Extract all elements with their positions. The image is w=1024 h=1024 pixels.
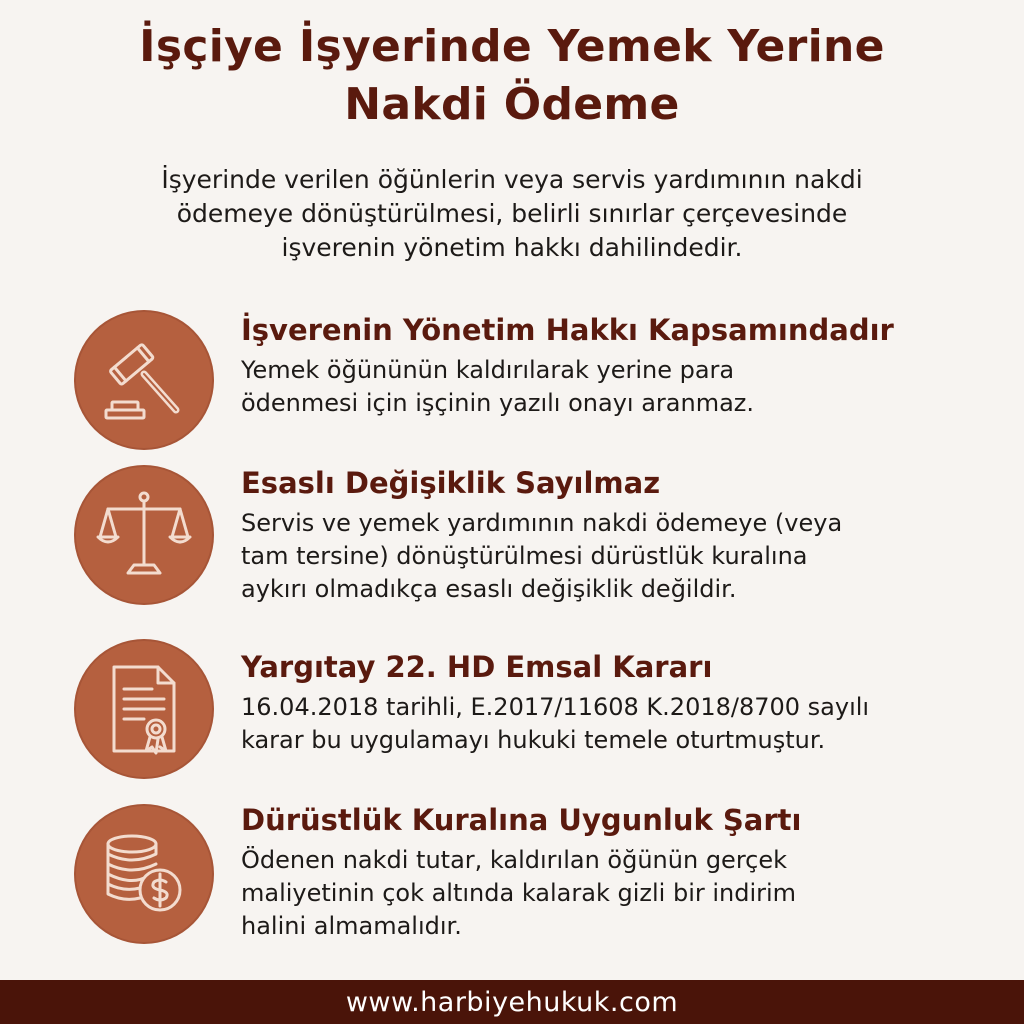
info-item	[0, 310, 1024, 460]
item-description-line: maliyetinin çok altında kalarak gizli bir indirim	[241, 879, 797, 907]
intro-line-2: ödemeye dönüştürülmesi, belirli sınırlar çerçevesinde	[176, 199, 848, 228]
item-description	[241, 691, 981, 757]
item-description-line: aykırı olmadıkça esaslı değişiklik değildir.	[241, 575, 737, 603]
item-description	[241, 354, 981, 420]
intro-line-1: İşyerinde verilen öğünlerin veya servis yardımının nakdi	[161, 165, 863, 194]
item-title: Yargıtay 22. HD Emsal Kararı	[241, 650, 713, 684]
title-line-2: Nakdi Ödeme	[344, 79, 680, 130]
title-line-1: İşçiye İşyerinde Yemek Yerine	[139, 21, 885, 72]
footer-bar	[0, 980, 1024, 1024]
item-description-line: tam tersine) dönüştürülmesi dürüstlük kuralına	[241, 542, 808, 570]
info-item	[0, 463, 1024, 613]
item-description	[241, 844, 981, 943]
icon-circle	[74, 465, 214, 605]
item-description-line: halini almamalıdır.	[241, 912, 462, 940]
certificate-document-icon	[94, 659, 194, 759]
intro-line-3: işverenin yönetim hakkı dahilindedir.	[281, 233, 743, 262]
icon-circle	[74, 639, 214, 779]
item-description-line: 16.04.2018 tarihli, E.2017/11608 K.2018/8700 sayılı	[241, 693, 870, 721]
item-description-line: karar bu uygulamayı hukuki temele oturtmuştur.	[241, 726, 826, 754]
item-title: Esaslı Değişiklik Sayılmaz	[241, 466, 661, 500]
scales-icon	[94, 485, 194, 585]
icon-circle	[74, 310, 214, 450]
gavel-icon	[94, 330, 194, 430]
item-description	[241, 507, 981, 606]
website-link[interactable]: www.harbiyehukuk.com	[345, 987, 679, 1018]
item-description-line: Yemek öğününün kaldırılarak yerine para	[241, 356, 735, 384]
page-title	[0, 18, 1024, 134]
item-description-line: Servis ve yemek yardımının nakdi ödemeye (veya	[241, 509, 843, 537]
intro-text	[60, 163, 964, 265]
info-item	[0, 647, 1024, 797]
icon-circle	[74, 804, 214, 944]
item-title: İşverenin Yönetim Hakkı Kapsamındadır	[241, 313, 894, 347]
coins-dollar-icon	[94, 824, 194, 924]
item-title: Dürüstlük Kuralına Uygunluk Şartı	[241, 803, 802, 837]
info-item	[0, 800, 1024, 950]
item-description-line: ödenmesi için işçinin yazılı onayı aranmaz.	[241, 389, 755, 417]
item-description-line: Ödenen nakdi tutar, kaldırılan öğünün gerçek	[241, 846, 788, 874]
